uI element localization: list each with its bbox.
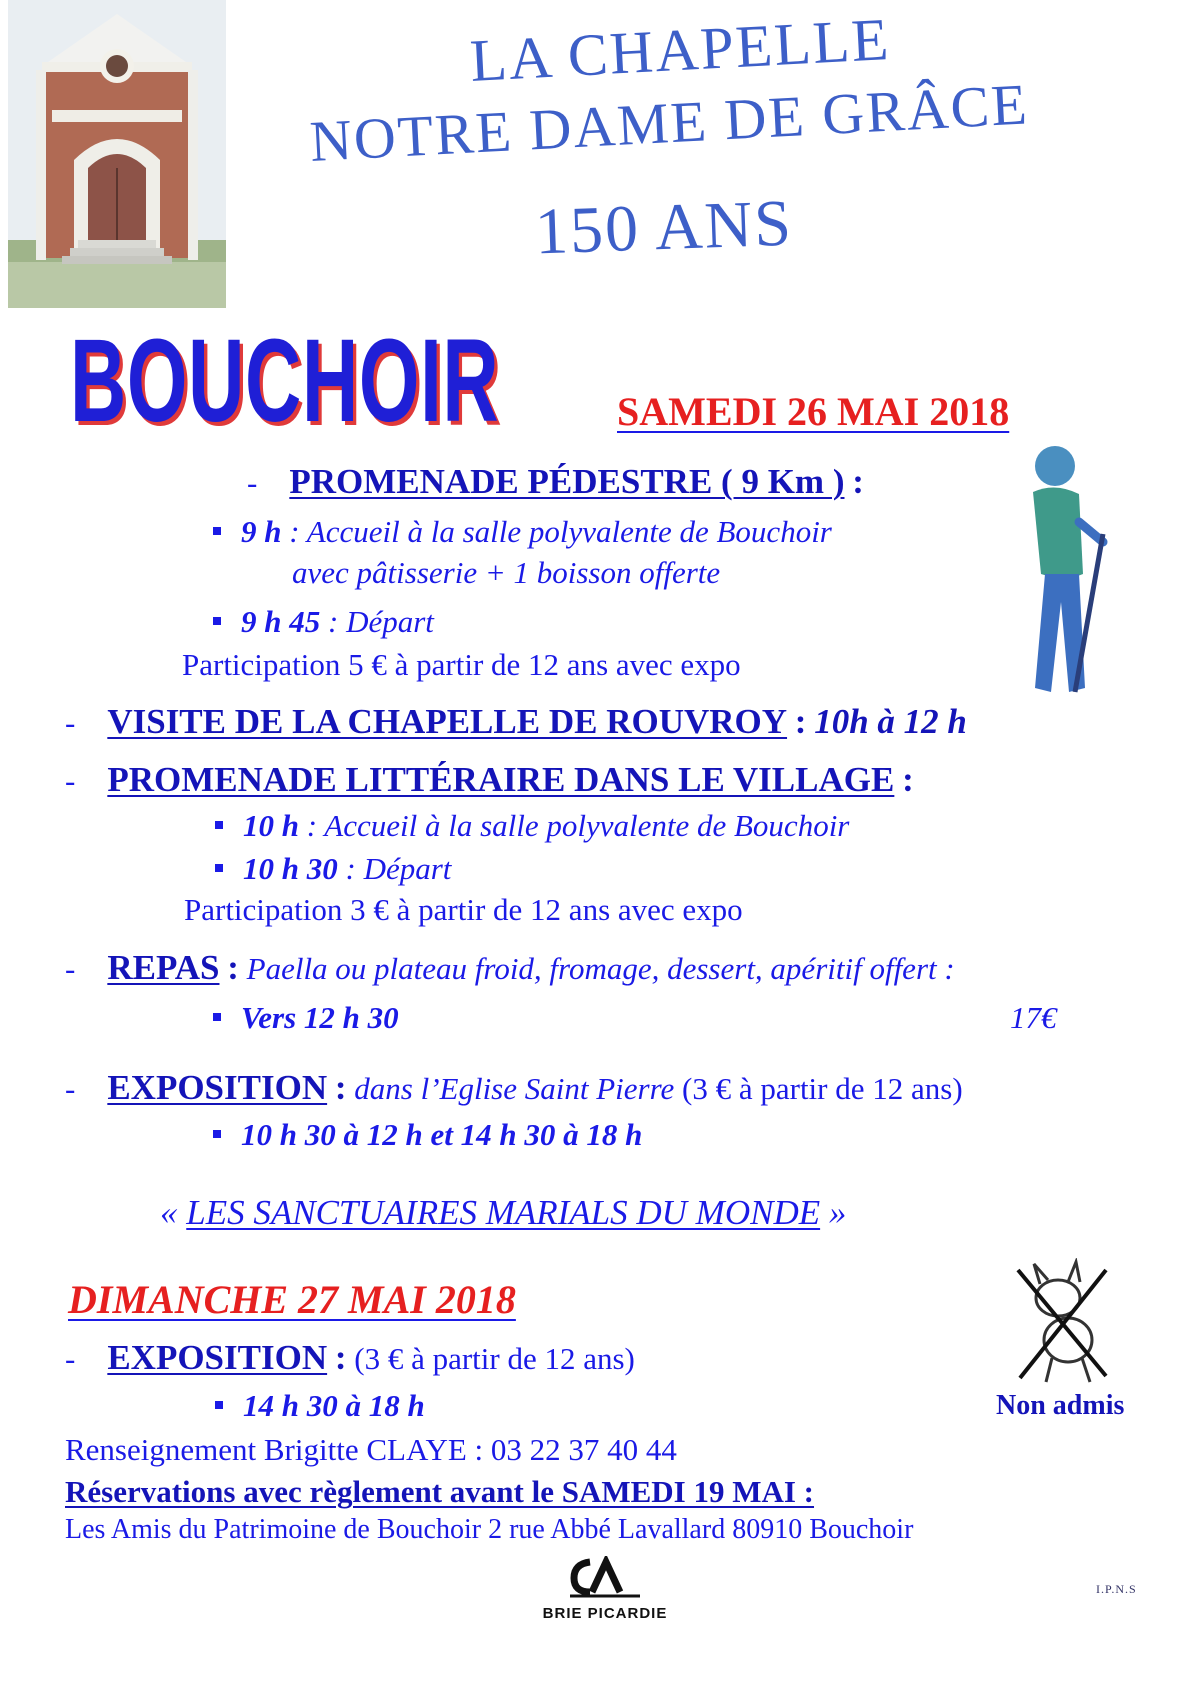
- title-line-1: LA CHAPELLE: [468, 6, 892, 94]
- bullet-icon: [215, 864, 223, 872]
- exhibition-sat-hours: 10 h 30 à 12 h et 14 h 30 à 18 h: [241, 1117, 643, 1152]
- exhibition-sun-row: [65, 1338, 635, 1378]
- theme-open-quote: «: [160, 1193, 178, 1232]
- visit-time: 10h à 12 h: [814, 702, 967, 741]
- dogs-not-allowed-label: Non admis: [996, 1390, 1125, 1421]
- meal-menu: Paella ou plateau froid, fromage, dessert, apéritif offert :: [246, 951, 955, 986]
- literary-colon: :: [902, 760, 914, 799]
- exhibition-sun-hours-row: [215, 1388, 425, 1424]
- exhibition-sat-price: (3 € à partir de 12 ans): [682, 1071, 963, 1106]
- hiker-icon: [1005, 442, 1117, 704]
- exhibition-sat-dash: -: [65, 1071, 76, 1106]
- address: Les Amis du Patrimoine de Bouchoir 2 rue Abbé Lavallard 80910 Bouchoir: [65, 1514, 914, 1545]
- walk-heading: PROMENADE PÉDESTRE ( 9 Km ): [289, 462, 845, 501]
- chapel-photo: [8, 0, 226, 308]
- walk-item-1: [213, 514, 832, 550]
- theme-close-quote: »: [828, 1193, 847, 1232]
- sponsor-logo: [530, 1556, 680, 1626]
- walk-item-2: [213, 604, 434, 640]
- walk-item-2-time: 9 h 45: [241, 604, 321, 639]
- literary-item-1: [215, 808, 849, 844]
- literary-heading-row: [65, 760, 914, 800]
- bullet-icon: [213, 1130, 221, 1138]
- exhibition-sat-heading: EXPOSITION: [107, 1068, 328, 1107]
- reservation-note: Réservations avec règlement avant le SAMEDI 19 MAI :: [65, 1474, 815, 1509]
- meal-dash: -: [65, 951, 76, 986]
- exhibition-sat-hours-row: [213, 1117, 642, 1153]
- meal-time-row: [213, 1000, 399, 1036]
- theme-title: LES SANCTUAIRES MARIALS DU MONDE: [186, 1193, 821, 1232]
- literary-participation: Participation 3 € à partir de 12 ans avec expo: [184, 892, 743, 927]
- exhibition-sun-dash: -: [65, 1341, 76, 1376]
- visit-dash: -: [65, 705, 76, 740]
- literary-dash: -: [65, 763, 76, 798]
- bullet-icon: [213, 1013, 221, 1021]
- saturday-date: SAMEDI 26 MAI 2018: [617, 389, 1010, 434]
- walk-item-1-text: : Accueil à la salle polyvalente de Bouchoir: [289, 514, 832, 549]
- walk-participation: Participation 5 € à partir de 12 ans avec expo: [182, 647, 741, 682]
- exhibition-sun-heading: EXPOSITION: [107, 1338, 328, 1377]
- exhibition-sun-hours: 14 h 30 à 18 h: [243, 1388, 425, 1423]
- meal-row: [65, 948, 955, 988]
- credit-agricole-logo-icon: [530, 1556, 680, 1600]
- sunday-date: DIMANCHE 27 MAI 2018: [68, 1277, 516, 1322]
- bullet-icon: [215, 821, 223, 829]
- exhibition-sun-colon: :: [334, 1338, 347, 1377]
- walk-heading-row: [247, 462, 864, 502]
- visit-row: [65, 702, 967, 742]
- theme-row: [160, 1193, 846, 1233]
- meal-heading: REPAS: [107, 948, 220, 987]
- no-dogs-icon: [1010, 1258, 1115, 1386]
- bullet-icon: [213, 617, 221, 625]
- walk-item-2-text: : Départ: [328, 604, 434, 639]
- literary-item-1-time: 10 h: [243, 808, 299, 843]
- meal-colon: :: [227, 948, 239, 987]
- exhibition-sat-colon: :: [334, 1068, 347, 1107]
- sponsor-name: BRIE PICARDIE: [542, 1605, 668, 1622]
- literary-item-2-text: : Départ: [345, 851, 452, 886]
- bullet-icon: [215, 1401, 223, 1409]
- visit-heading: VISITE DE LA CHAPELLE DE ROUVROY: [107, 702, 788, 741]
- walk-item-1-time: 9 h: [241, 514, 282, 549]
- town-name: BOUCHOIR: [70, 315, 500, 447]
- title-line-3: 150 ANS: [533, 186, 795, 269]
- meal-time: Vers 12 h 30: [241, 1000, 399, 1035]
- literary-item-1-text: : Accueil à la salle polyvalente de Bouchoir: [306, 808, 850, 843]
- title-line-2: NOTRE DAME DE GRÂCE: [308, 71, 1031, 174]
- bullet-icon: [213, 527, 221, 535]
- literary-item-2-time: 10 h 30: [243, 851, 338, 886]
- walk-item-1-text-2: avec pâtisserie + 1 boisson offerte: [292, 555, 721, 590]
- walk-dash: -: [247, 465, 258, 500]
- literary-heading: PROMENADE LITTÉRAIRE DANS LE VILLAGE: [107, 760, 895, 799]
- visit-colon: :: [794, 702, 807, 741]
- exhibition-sun-price: (3 € à partir de 12 ans): [354, 1341, 635, 1376]
- meal-price: 17€: [1010, 1000, 1057, 1035]
- exhibition-sat-row: [65, 1068, 963, 1108]
- ipns-mark: I.P.N.S: [1096, 1582, 1137, 1596]
- walk-colon: :: [852, 462, 864, 501]
- literary-item-2: [215, 851, 451, 887]
- info-contact: Renseignement Brigitte CLAYE : 03 22 37 40 44: [65, 1432, 677, 1467]
- exhibition-sat-place: dans l’Eglise Saint Pierre: [354, 1071, 675, 1106]
